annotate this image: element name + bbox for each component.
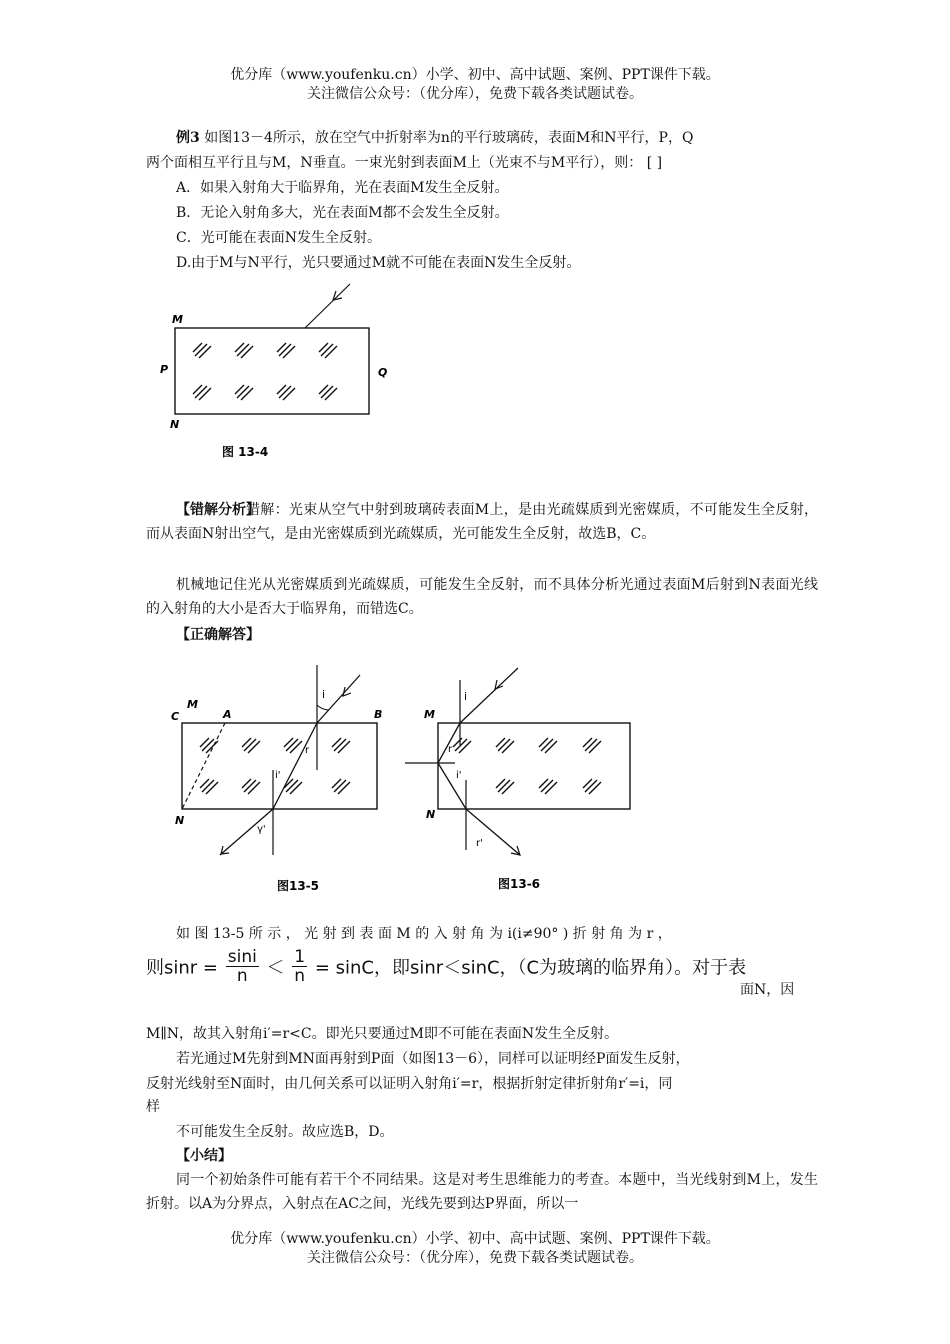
page-footer-line2: 关注微信公众号：（优分库），免费下载各类试题试卷。 — [307, 1250, 643, 1266]
option-b: B．无论入射角多大，光在表面M都不会发生全反射。 — [176, 205, 509, 221]
option-a: A．如果入射角大于临界角，光在表面M发生全反射。 — [176, 180, 509, 196]
label-q: Q — [378, 366, 388, 379]
summary-title: 【小结】 — [176, 1148, 232, 1164]
label-c: C — [171, 710, 180, 723]
glass-hatching — [453, 738, 601, 794]
figure-13-6 — [400, 660, 650, 900]
summary-text: 同一个初始条件可能有若干个不同结果。这是对考生思维能力的考查。本题中，当光线射到M上，发生折射。以A为分界点，入射点在AC之间，光线先要到达P界面，所以一 — [146, 1172, 818, 1212]
label-r: r — [305, 745, 310, 756]
fraction-1-n — [292, 948, 307, 985]
label-i: i — [464, 690, 468, 703]
label-i-prime: i' — [275, 770, 281, 781]
solution-line3: M∥N，故其入射角i′=r<C。即光只要通过M即不可能在表面N发生全反射。 — [146, 1026, 619, 1042]
solution-line4b: 反射光线射至N面时，由几何关系可以证明入射角i′=r，根据折射定律折射角r′=i，同 — [146, 1076, 673, 1092]
solution-line5: 不可能发生全反射。故应选B，D。 — [176, 1124, 394, 1140]
label-n: N — [175, 814, 185, 827]
example-stem-line2: 两个面相互平行且与M，N垂直。一束光射到表面M上（光束不与M平行），则： [ ] — [146, 155, 663, 171]
label-r: r — [448, 744, 453, 755]
analysis-text1: 错解：光束从空气中射到玻璃砖表面M上，是由光疏媒质到光密媒质，不可能发生全反射，而从表面N射出空气，是由光密媒质到光疏媒质，光可能发生全反射，故选B，C。 — [146, 502, 818, 542]
fraction-sini-n — [226, 948, 259, 985]
fraction-numerator: sini — [227, 947, 257, 967]
glass-block — [438, 723, 630, 809]
analysis-title: 【错解分析】 — [176, 502, 260, 518]
emergent-ray — [466, 809, 520, 855]
page-header-line1: 优分库（www.youfenku.cn）小学、初中、高中试题、案例、PPT课件下载。 — [230, 67, 720, 83]
label-n: N — [170, 418, 180, 431]
formula-prefix: 则sinr = — [146, 957, 218, 979]
analysis-text2: 机械地记住光从光密媒质到光疏媒质，可能发生全反射，而不具体分析光通过表面M后射到N表面光线的入射角的大小是否大于临界角，而错选C。 — [146, 577, 818, 617]
label-i: i — [322, 688, 326, 701]
label-a: A — [223, 708, 232, 721]
angle-arc-i — [317, 705, 329, 710]
figure-13-5 — [165, 660, 405, 900]
formula-line — [146, 948, 746, 985]
glass-block — [175, 328, 369, 414]
fraction-denominator: n — [294, 966, 306, 986]
solution-line2-tail: 面N，因 — [740, 982, 795, 998]
label-m: M — [187, 698, 198, 711]
example-stem-line1 — [176, 126, 818, 150]
figure-caption: 图 13-4 — [222, 445, 269, 459]
label-p: P — [160, 363, 169, 376]
figure-caption: 图13-5 — [277, 879, 320, 893]
label-r-prime: r' — [476, 838, 483, 849]
fraction-denominator: n — [236, 966, 248, 986]
formula-rest: = sinC，即sinr＜sinC，（C为玻璃的临界角）。对于表 — [314, 957, 747, 979]
label-b: B — [374, 708, 383, 721]
dashed-ray — [182, 723, 225, 809]
reflected-ray — [438, 763, 466, 809]
example-stem1: 如图13－4所示，放在空气中折射率为n的平行玻璃砖，表面M和N平行，P，Q — [199, 130, 694, 146]
option-c: C．光可能在表面N发生全反射。 — [176, 230, 381, 246]
figure-13-4 — [150, 278, 410, 468]
glass-hatching — [193, 343, 337, 400]
label-r-prime: γ' — [257, 824, 266, 835]
label-i-prime: i' — [456, 770, 462, 781]
solution-line4a: 若光通过M先射到MN面再射到P面（如图13－6），同样可以证明经P面发生反射， — [176, 1051, 690, 1067]
page-footer-line1: 优分库（www.youfenku.cn）小学、初中、高中试题、案例、PPT课件下载。 — [230, 1231, 720, 1247]
option-d: D.由于M与N平行，光只要通过M就不可能在表面N发生全反射。 — [176, 255, 581, 271]
correct-answer-title: 【正确解答】 — [176, 627, 260, 643]
incident-ray — [305, 284, 350, 328]
example-label: 例3 — [176, 130, 200, 146]
solution-line1: 如 图 13-5 所 示 ， 光 射 到 表 面 M 的 入 射 角 为 i(i≠90° ) 折 射 角 为 r ， — [176, 926, 672, 942]
fraction-numerator: 1 — [294, 947, 306, 967]
solution-line4c: 样 — [146, 1099, 160, 1115]
incident-ray — [460, 668, 518, 723]
label-n: N — [426, 808, 436, 821]
figure-caption: 图13-6 — [498, 877, 541, 891]
label-m: M — [172, 313, 183, 326]
formula-lt: ＜ — [266, 957, 285, 979]
page-header-line2: 关注微信公众号：（优分库），免费下载各类试题试卷。 — [307, 86, 643, 102]
glass-hatching — [200, 738, 350, 794]
refracted-ray — [273, 723, 317, 809]
arrow-head — [495, 680, 503, 689]
label-m: M — [424, 708, 435, 721]
arrow-head — [343, 687, 351, 696]
